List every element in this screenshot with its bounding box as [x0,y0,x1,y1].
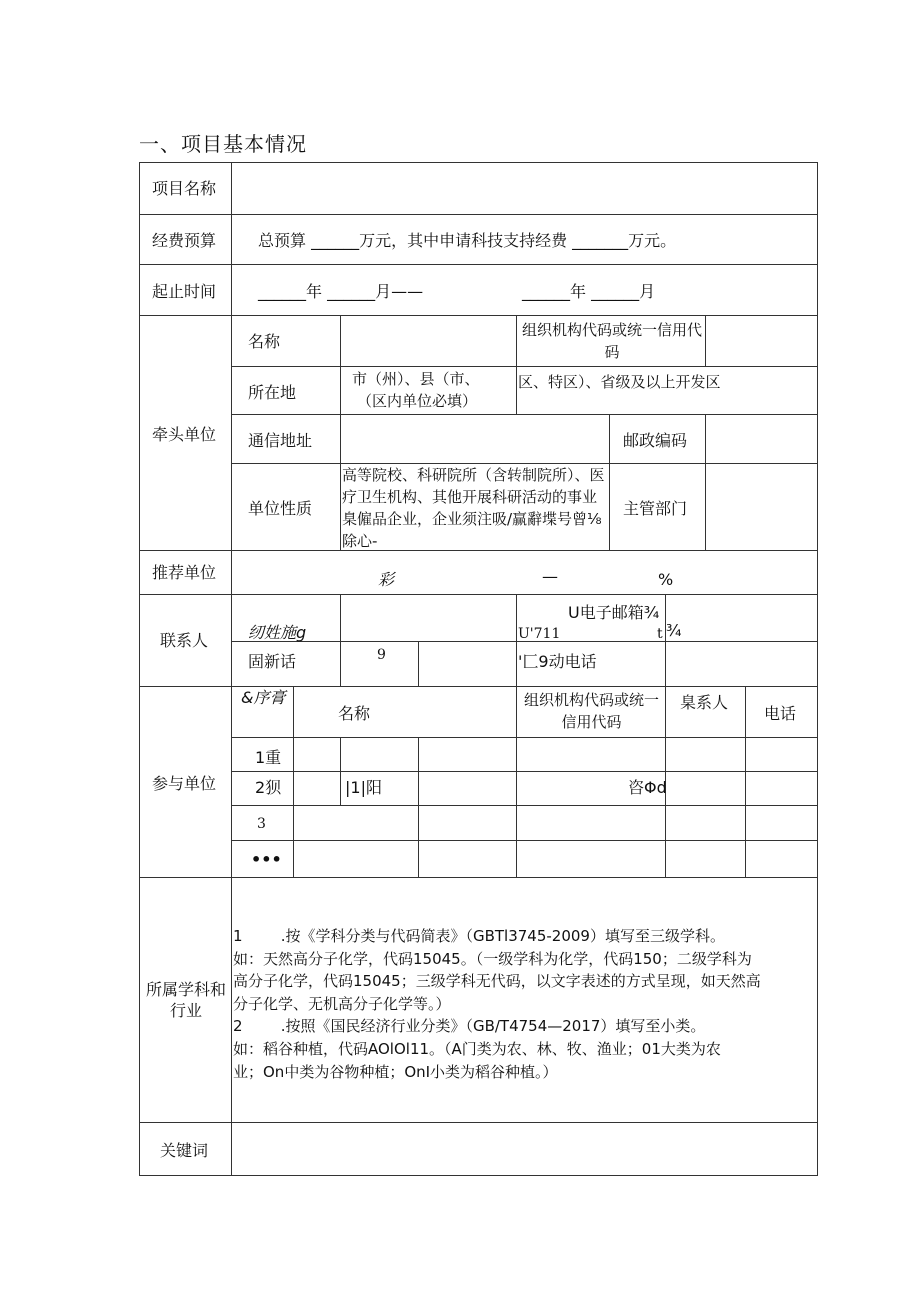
postal-label: 邮政编码 [623,431,688,450]
mobile-label: '匚9动电话 [518,652,597,671]
mobile-field[interactable] [667,643,816,685]
discipline-notes [233,925,817,1083]
discipline-line: 如：稻谷种植，代码AOlOl11。（A门类为农、林、牧、渔业；01大类为农 [233,1039,721,1058]
participants-name-header: 名称 [338,704,371,723]
section-title: 一、项目基本情况 [139,132,307,156]
phone-mark: 9 [377,647,386,663]
participants-label: 参与单位 [152,774,217,793]
email-mark: t [657,626,663,642]
discipline-line: 2 .按照《国民经济行业分类》（GB/T4754—2017）填写至小类。 [233,1017,706,1036]
budget-text[interactable]: 总预算 ______万元，其中申请科技支持经费 _______万元。 [258,231,677,250]
location-text-2: （区内单位必填） [357,392,478,410]
address-label: 通信地址 [248,431,313,450]
recommend-mark-2: — [542,567,558,586]
phone-field[interactable] [342,643,417,685]
email-label: U电子邮箱¾ [568,603,660,622]
supervisor-label: 主管部门 [623,499,688,518]
participant-2-code: 咨Φd [628,778,667,797]
recommend-label: 推荐单位 [152,563,217,582]
nature-text: 高等院校、科研院所（含转制院所）、医疗卫生机构、其他开展科研活动的事业臬僱品企业，企业须注吸/赢辭堞号曾⅛除心- [342,466,605,550]
table-row: 3 [257,816,266,832]
participants-contact-header: 臬系人 [680,693,729,712]
recommend-mark-1: 彩 [378,570,395,589]
discipline-line: 1 .按《学科分类与代码简表》（GBTl3745-2009）填写至三级学科。 [233,927,725,945]
project-name-label: 项目名称 [152,179,217,198]
participants-phone-header: 电话 [764,704,797,723]
location-label: 所在地 [248,383,297,402]
discipline-line: 业；On中类为谷物种植；OnI小类为稻谷种植。） [233,1062,558,1081]
location-text-3: 区、特区）、省级及以上开发区 [518,373,721,391]
postal-field[interactable] [707,416,816,462]
org-code-field[interactable] [707,317,816,365]
org-code-label: 组织机构代码或统一信用代码 [521,321,702,361]
supervisor-field[interactable] [707,465,816,549]
participants-seq-header: &序膏 [241,688,286,707]
lead-name-field[interactable] [342,317,515,365]
keywords-label: 关键词 [160,1141,209,1160]
contact-name-field[interactable] [342,596,515,640]
budget-label: 经费预算 [152,231,217,250]
email-mark-2: ¾ [666,621,682,640]
table-row: 2狈 [255,778,282,797]
discipline-line: 高分子化学，代码15045；三级学科无代码，以文字表述的方式呈现，如天然高 [233,972,761,991]
discipline-line: 如：天然高分子化学，代码15045。（一级学科为化学，代码150；二级学科为 [233,949,752,968]
phone-label: 固新话 [248,652,297,671]
keywords-field[interactable] [233,1124,816,1174]
nature-label: 单位性质 [248,499,313,518]
project-name-field[interactable] [233,164,816,213]
participant-2-name: |1|阳 [345,778,382,797]
lead-name-label: 名称 [248,332,281,351]
contact-name-label: 纫姓施g [248,623,307,642]
more-rows: ••• [251,850,282,869]
period-end[interactable]: ______年 ______月 [522,282,656,301]
email-sub: U'711 [518,626,561,642]
discipline-label: 所属学科和行业 [145,980,226,1020]
address-field[interactable] [342,416,608,462]
location-text-1: 市（州）、县（市、 [352,370,480,388]
discipline-line: 分子化学、无机高分子化学等。） [233,994,451,1013]
period-label: 起止时间 [152,282,217,301]
contact-label: 联系人 [160,631,209,650]
email-field[interactable] [667,596,816,640]
lead-unit-label: 牵头单位 [152,425,217,444]
participants-code-header: 组织机构代码或统一信用代码 [523,691,659,731]
recommend-mark-3: % [658,570,674,589]
table-row: 1重 [255,748,282,767]
period-start[interactable]: ______年 ______月—— [258,282,424,301]
